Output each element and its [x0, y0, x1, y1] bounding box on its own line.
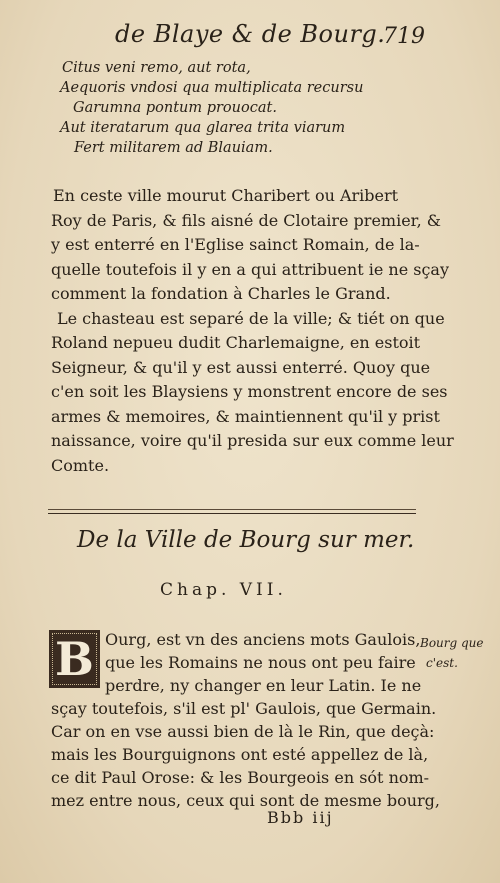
- divider-rule: [48, 513, 416, 514]
- text-line: mais les Bourguignons ont esté appellez de là,: [51, 745, 429, 764]
- margin-note-line: Bourg que: [420, 636, 484, 650]
- verse-block: [60, 58, 480, 158]
- text-line: Ourg, est vn des anciens mots Gaulois,: [105, 630, 421, 649]
- paragraph-bourg: [51, 628, 461, 812]
- page-number: 719: [383, 24, 425, 49]
- verse-line: Aut iteratarum qua glarea trita viarum: [60, 120, 346, 136]
- text-line: que les Romains ne nous ont peu faire: [105, 653, 416, 672]
- text-line: sçay toutefois, s'il est pl' Gaulois, que Germain.: [51, 699, 437, 718]
- text-line: Car on en vse aussi bien de là le Rin, que deçà:: [51, 722, 435, 741]
- divider-rule: [48, 509, 416, 510]
- running-title: de Blaye & de Bourg.: [115, 20, 386, 48]
- section-title: De la Ville de Bourg sur mer.: [77, 527, 415, 553]
- text-line: Roy de Paris, & fils aisné de Clotaire premier, &: [51, 210, 441, 230]
- verse-line: Citus veni remo, aut rota,: [62, 60, 251, 76]
- text-line: ce dit Paul Orose: & les Bourgeois en sót nom-: [51, 768, 430, 787]
- text-line: perdre, ny changer en leur Latin. Ie ne: [105, 676, 422, 695]
- chapter-heading: Chap. VII.: [160, 580, 287, 600]
- text-line: c'en soit les Blaysiens y monstrent encore de ses: [51, 382, 448, 401]
- text-line: quelle toutefois il y en a qui attribuent ie ne sçay: [51, 259, 449, 279]
- text-line: Comte.: [51, 455, 110, 475]
- text-line: mez entre nous, ceux qui sont de mesme bourg,: [51, 791, 440, 810]
- text-line: y est enterré en l'Eglise sainct Romain, de la-: [51, 235, 420, 254]
- margin-note-line: c'est.: [426, 656, 458, 670]
- text-line: armes & memoires, & maintiennent qu'il y prist: [51, 406, 440, 426]
- verse-line: Fert militarem ad Blauiam.: [74, 140, 273, 156]
- text-line: En ceste ville mourut Charibert ou Aribert: [53, 186, 399, 205]
- text-line: Roland nepueu dudit Charlemaigne, en estoit: [51, 333, 421, 352]
- text-line: Seigneur, & qu'il y est aussi enterré. Quoy que: [51, 357, 431, 377]
- text-line: Le chasteau est separé de la ville; & tiét on que: [57, 308, 445, 328]
- text-line: naissance, voire qu'il presida sur eux comme leur: [51, 431, 454, 450]
- margin-note: [420, 633, 484, 673]
- verse-line: Aequoris vndosi qua multiplicata recursu: [60, 80, 364, 96]
- verse-line: Garumna pontum prouocat.: [73, 100, 277, 116]
- signature-mark: Bbb iij: [267, 808, 334, 827]
- drop-cap-letter: B: [55, 632, 94, 686]
- paragraph-charibert: [51, 184, 473, 478]
- text-line: comment la fondation à Charles le Grand.: [51, 284, 391, 303]
